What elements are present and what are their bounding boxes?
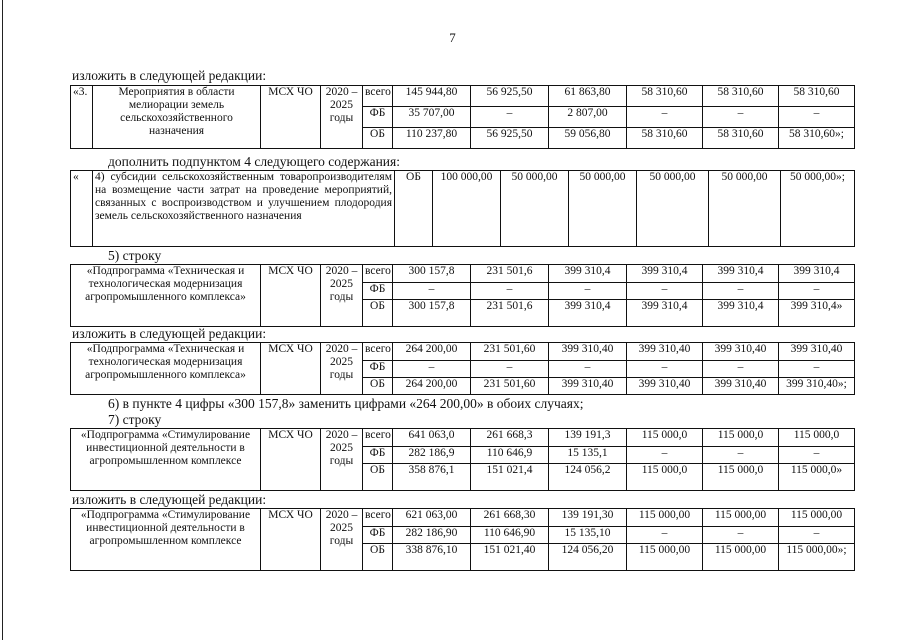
value: 231 501,6	[471, 300, 549, 327]
source-ob: ОБ	[363, 300, 393, 327]
instruction-line-4: изложить в следующей редакции:	[72, 326, 267, 341]
value: 621 063,00	[393, 509, 471, 527]
value: –	[779, 447, 855, 464]
value: –	[471, 361, 549, 378]
value: 231 501,60	[471, 343, 549, 361]
instruction-line-2: дополнить подпунктом 4 следующего содержания:	[108, 154, 400, 169]
value: 261 668,30	[471, 509, 549, 527]
value: 115 000,00	[703, 509, 779, 527]
table-tech-modernization-new	[70, 342, 855, 395]
value: 115 000,0	[627, 464, 703, 491]
value: 61 863,80	[549, 86, 627, 107]
value: –	[779, 361, 855, 378]
value: 100 000,00	[433, 171, 501, 247]
value: 358 876,1	[393, 464, 471, 491]
source-ob: ОБ	[363, 378, 393, 395]
period: 2020 – 2025 годы	[321, 509, 363, 571]
value: 124 056,2	[549, 464, 627, 491]
value: 50 000,00»;	[781, 171, 855, 247]
value: 15 135,10	[549, 527, 627, 544]
value: 58 310,60	[627, 128, 703, 149]
value: –	[627, 361, 703, 378]
source-total: всего	[363, 429, 393, 447]
value: 231 501,60	[471, 378, 549, 395]
source-ob: ОБ	[395, 171, 433, 247]
instruction-line-7: изложить в следующей редакции:	[72, 492, 267, 507]
value: –	[703, 447, 779, 464]
value: 399 310,40	[627, 378, 703, 395]
value: –	[471, 107, 549, 128]
value: 56 925,50	[471, 86, 549, 107]
instruction-line-3: 5) строку	[108, 248, 162, 263]
value: 35 707,00	[393, 107, 471, 128]
organization: МСХ ЧО	[261, 86, 321, 149]
value: 399 310,4	[549, 265, 627, 283]
value: 139 191,30	[549, 509, 627, 527]
value: 399 310,4»	[779, 300, 855, 327]
value: 115 000,00	[703, 544, 779, 571]
value: 399 310,40	[549, 378, 627, 395]
table-tech-modernization-old	[70, 264, 855, 327]
source-ob: ОБ	[363, 128, 393, 149]
value: 145 944,80	[393, 86, 471, 107]
instruction-line-1: изложить в следующей редакции:	[72, 68, 267, 83]
value: 50 000,00	[709, 171, 781, 247]
value: 399 310,4	[627, 265, 703, 283]
value: 115 000,00	[627, 544, 703, 571]
value: 399 310,4	[549, 300, 627, 327]
value: 264 200,00	[393, 378, 471, 395]
value: 399 310,4	[703, 265, 779, 283]
source-total: всего	[363, 509, 393, 527]
source-ob: ОБ	[363, 544, 393, 571]
value: 50 000,00	[569, 171, 637, 247]
value: –	[703, 107, 779, 128]
value: 300 157,8	[393, 265, 471, 283]
value: 338 876,10	[393, 544, 471, 571]
value: 261 668,3	[471, 429, 549, 447]
value: 399 310,40	[703, 343, 779, 361]
value: 110 237,80	[393, 128, 471, 149]
value: 115 000,0»	[779, 464, 855, 491]
value: 115 000,0	[627, 429, 703, 447]
subprogram-name: «Подпрограмма «Стимулирование инвестиционной деятельности в агропромышленном комплексе	[71, 509, 261, 571]
page-number: 7	[449, 30, 456, 45]
subprogram-name: «Подпрограмма «Стимулирование инвестиционной деятельности в агропромышленном комплексе	[71, 429, 261, 491]
value: 399 310,4	[779, 265, 855, 283]
value: 231 501,6	[471, 265, 549, 283]
table-investment-old	[70, 428, 855, 491]
value: 15 135,1	[549, 447, 627, 464]
source-fb: ФБ	[363, 447, 393, 464]
organization: МСХ ЧО	[261, 343, 321, 395]
value: 151 021,4	[471, 464, 549, 491]
value: 115 000,0	[703, 464, 779, 491]
value: 399 310,40	[779, 343, 855, 361]
value: 115 000,00»;	[779, 544, 855, 571]
value: –	[549, 283, 627, 300]
organization: МСХ ЧО	[261, 265, 321, 327]
value: –	[549, 361, 627, 378]
source-ob: ОБ	[363, 464, 393, 491]
value: 110 646,9	[471, 447, 549, 464]
organization: МСХ ЧО	[261, 429, 321, 491]
value: 2 807,00	[549, 107, 627, 128]
table-subsidies	[70, 170, 855, 247]
value: –	[703, 283, 779, 300]
value: 58 310,60	[627, 86, 703, 107]
value: 399 310,40»;	[779, 378, 855, 395]
subsidy-description: 4) субсидии сельскохозяйственным товаропроизводителям на возмещение части затрат на проведение мероприятий, связанных с воспроизводством и улучшением плодородия земель сельскохозяйственного назначения	[93, 171, 395, 247]
value: –	[393, 283, 471, 300]
value: 59 056,80	[549, 128, 627, 149]
page-left-edge	[2, 0, 3, 640]
value: 139 191,3	[549, 429, 627, 447]
source-total: всего	[363, 86, 393, 107]
value: 58 310,60	[703, 128, 779, 149]
source-fb: ФБ	[363, 107, 393, 128]
value: –	[471, 283, 549, 300]
value: –	[627, 447, 703, 464]
table-investment-new	[70, 508, 855, 571]
period: 2020 – 2025 годы	[321, 86, 363, 149]
value: 58 310,60	[703, 86, 779, 107]
value: 58 310,60	[779, 86, 855, 107]
source-total: всего	[363, 265, 393, 283]
organization: МСХ ЧО	[261, 509, 321, 571]
value: 264 200,00	[393, 343, 471, 361]
value: 282 186,9	[393, 447, 471, 464]
value: –	[779, 107, 855, 128]
subprogram-name: «Подпрограмма «Техническая и технологическая модернизация агропромышленного комплекса»	[71, 343, 261, 395]
value: –	[779, 283, 855, 300]
value: 399 310,40	[549, 343, 627, 361]
value: –	[703, 361, 779, 378]
row-prefix: «	[71, 171, 93, 247]
value: 300 157,8	[393, 300, 471, 327]
value: 282 186,90	[393, 527, 471, 544]
value: 399 310,40	[627, 343, 703, 361]
value: –	[627, 527, 703, 544]
value: 58 310,60»;	[779, 128, 855, 149]
instruction-line-6: 7) строку	[108, 412, 162, 427]
value: 110 646,90	[471, 527, 549, 544]
value: 115 000,00	[627, 509, 703, 527]
instruction-line-5: 6) в пункте 4 цифры «300 157,8» заменить цифрами «264 200,00» в обоих случаях;	[108, 396, 584, 411]
source-fb: ФБ	[363, 283, 393, 300]
value: –	[627, 283, 703, 300]
source-fb: ФБ	[363, 527, 393, 544]
event-name: Мероприятия в области мелиорации земель сельскохозяйственного назначения	[93, 86, 261, 149]
value: –	[779, 527, 855, 544]
source-total: всего	[363, 343, 393, 361]
value: 115 000,00	[779, 509, 855, 527]
value: 50 000,00	[501, 171, 569, 247]
period: 2020 – 2025 годы	[321, 429, 363, 491]
value: –	[703, 527, 779, 544]
period: 2020 – 2025 годы	[321, 265, 363, 327]
value: 50 000,00	[637, 171, 709, 247]
source-fb: ФБ	[363, 361, 393, 378]
value: –	[393, 361, 471, 378]
value: 56 925,50	[471, 128, 549, 149]
value: –	[627, 107, 703, 128]
subprogram-name: «Подпрограмма «Техническая и технологическая модернизация агропромышленного комплекса»	[71, 265, 261, 327]
value: 151 021,40	[471, 544, 549, 571]
value: 399 310,4	[627, 300, 703, 327]
value: 115 000,0	[779, 429, 855, 447]
value: 399 310,4	[703, 300, 779, 327]
row-prefix: «3.	[71, 86, 93, 149]
value: 399 310,40	[703, 378, 779, 395]
period: 2020 – 2025 годы	[321, 343, 363, 395]
value: 641 063,0	[393, 429, 471, 447]
value: 124 056,20	[549, 544, 627, 571]
value: 115 000,0	[703, 429, 779, 447]
table-melioration	[70, 85, 855, 149]
